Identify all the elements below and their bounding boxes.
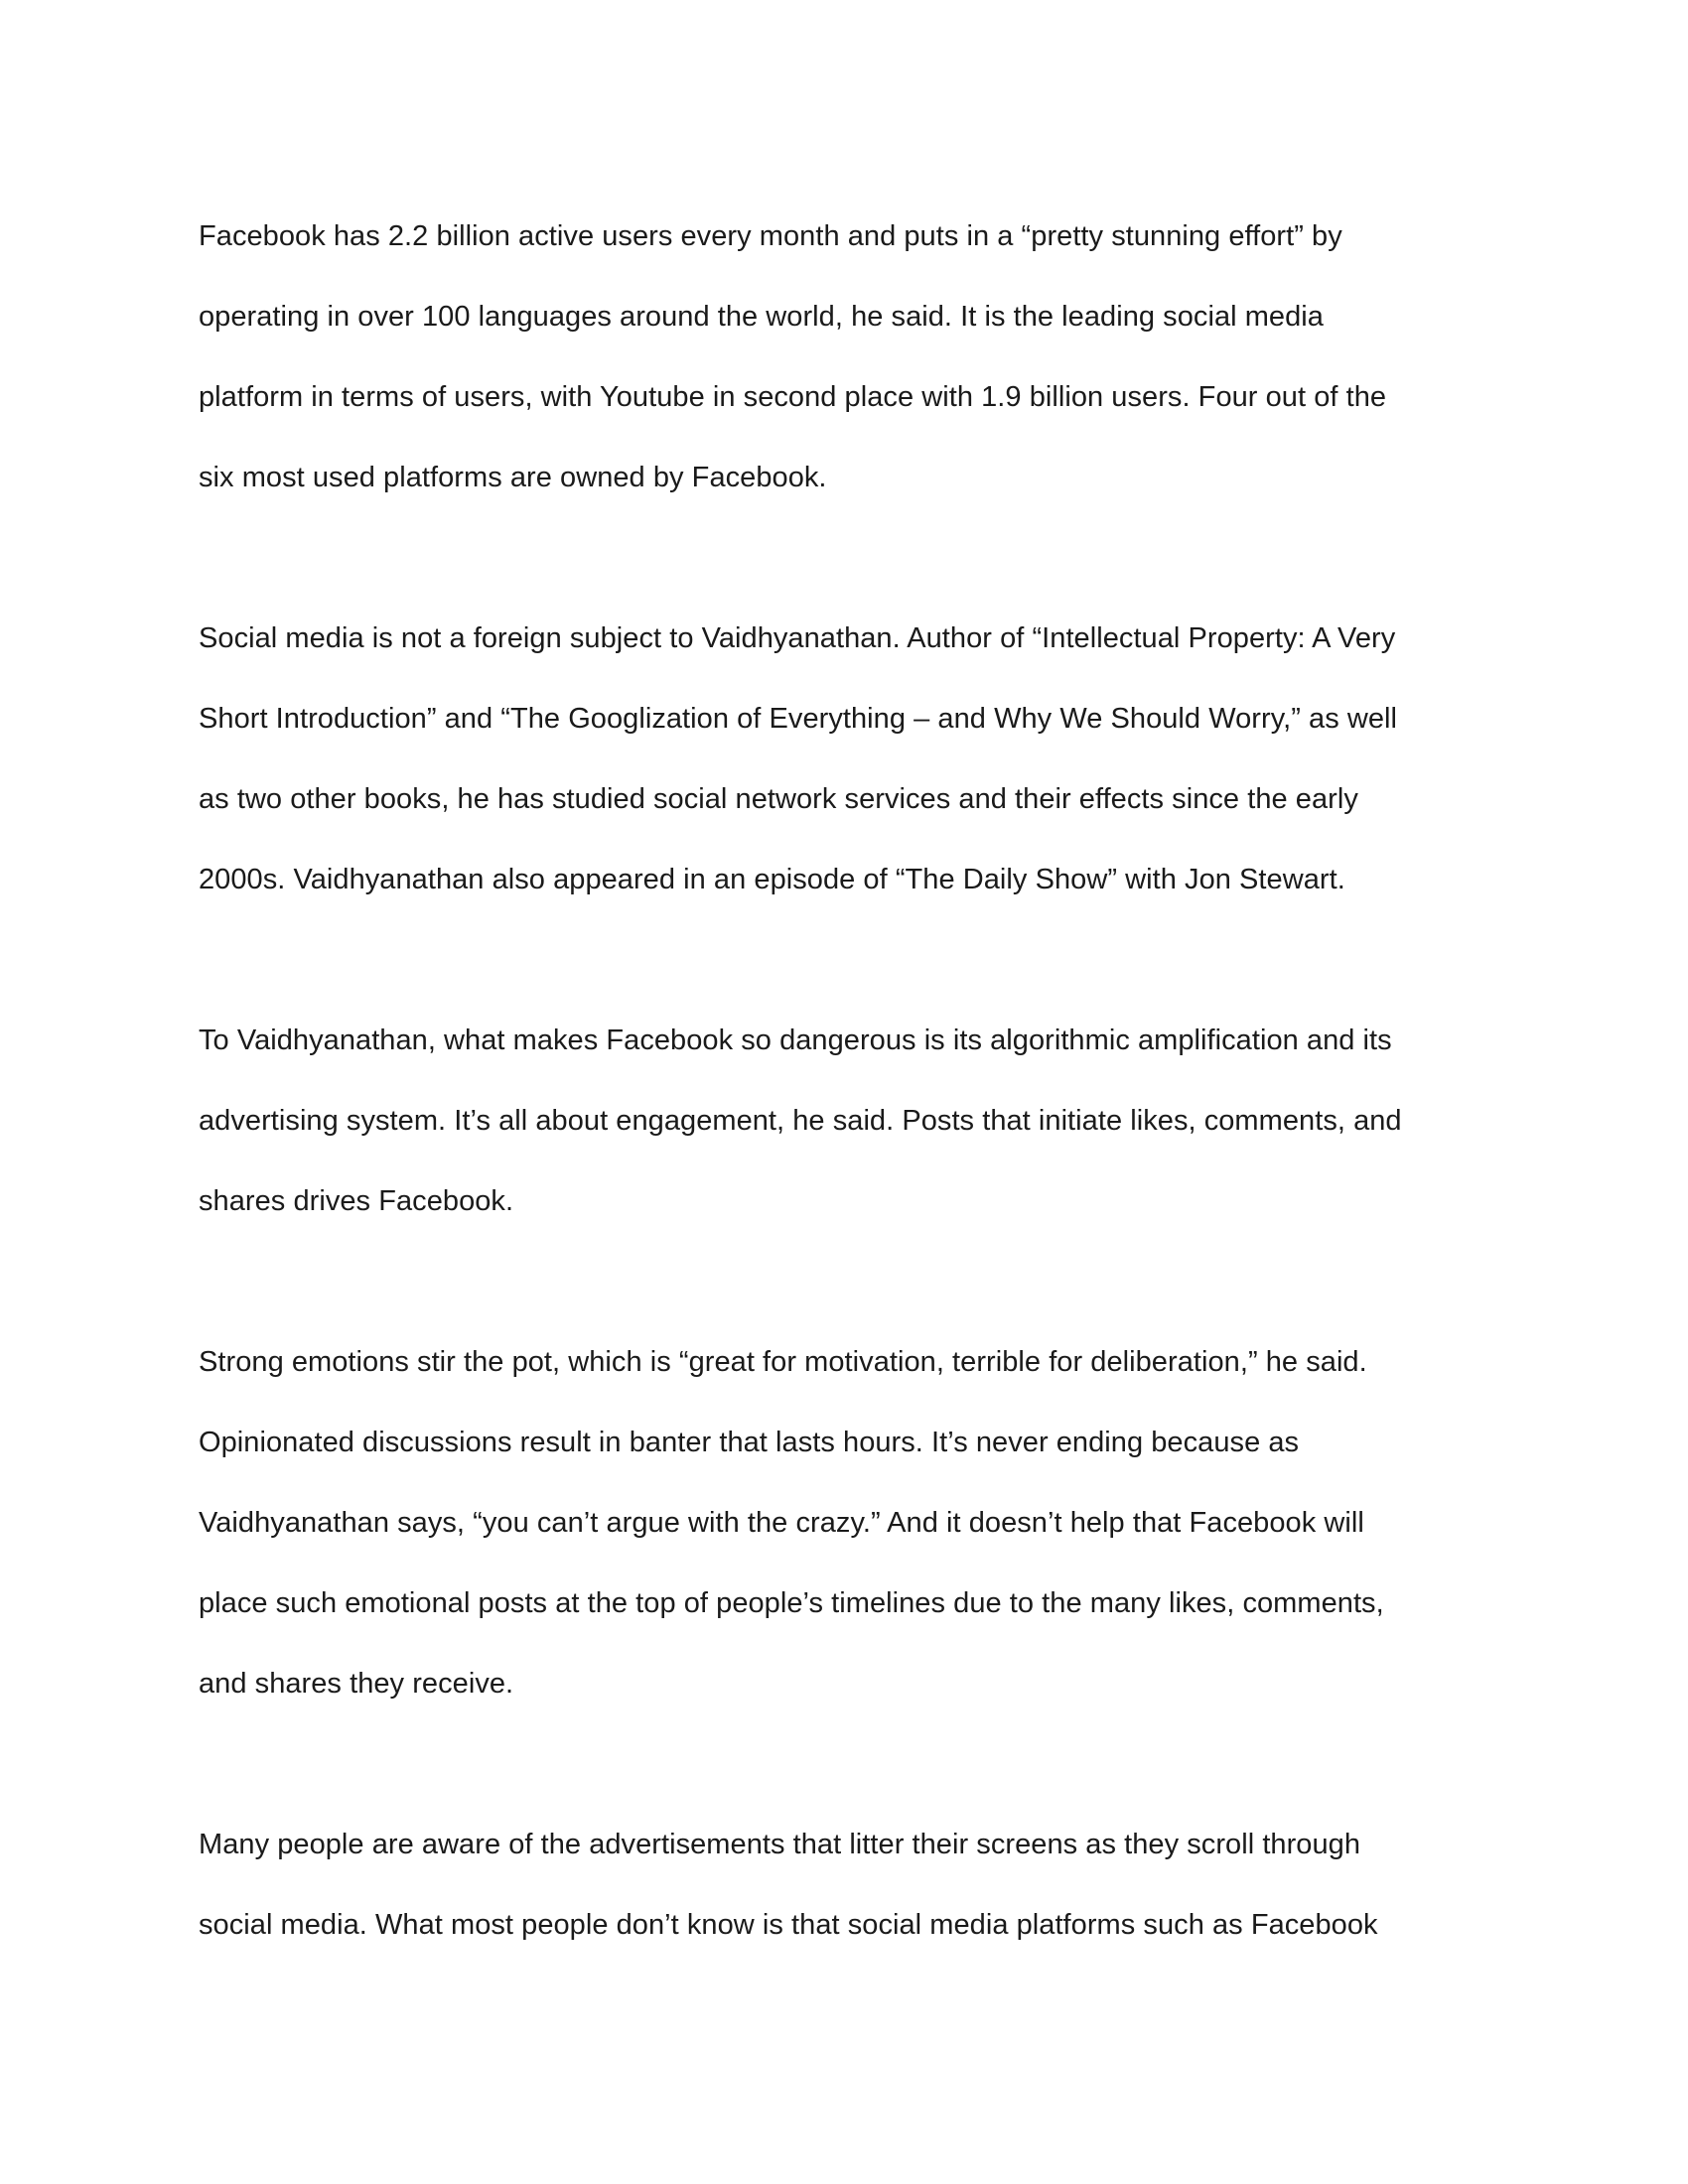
text-line: advertising system. It’s all about engagement, he said. Posts that initiate likes, comments, and xyxy=(199,1105,1402,1137)
text-line: Short Introduction” and “The Googlization of Everything – and Why We Should Worry,” as well xyxy=(199,703,1398,735)
text-line: To Vaidhyanathan, what makes Facebook so dangerous is its algorithmic amplification and its xyxy=(199,1024,1392,1056)
text-line: platform in terms of users, with Youtube in second place with 1.9 billion users. Four out of the xyxy=(199,381,1387,413)
text-line: operating in over 100 languages around the world, he said. It is the leading social media xyxy=(199,301,1324,333)
text-line: Opinionated discussions result in banter that lasts hours. It’s never ending because as xyxy=(199,1427,1300,1458)
paragraph-spacer xyxy=(199,1724,1499,1805)
paragraph-spacer xyxy=(199,920,1499,1001)
text-line: as two other books, he has studied social network services and their effects since the early xyxy=(199,783,1358,815)
paragraph-5 xyxy=(199,1805,1499,1966)
text-line: Many people are aware of the advertisements that litter their screens as they scroll through xyxy=(199,1829,1361,1860)
text-line: social media. What most people don’t know is that social media platforms such as Facebook xyxy=(199,1909,1378,1941)
text-line: and shares they receive. xyxy=(199,1668,514,1700)
paragraph-4 xyxy=(199,1322,1499,1724)
paragraph-spacer xyxy=(199,1242,1499,1322)
text-line: Social media is not a foreign subject to Vaidhyanathan. Author of “Intellectual Property: A Very xyxy=(199,622,1396,654)
paragraph-2 xyxy=(199,599,1499,920)
text-line: 2000s. Vaidhyanathan also appeared in an episode of “The Daily Show” with Jon Stewart. xyxy=(199,864,1345,895)
text-line: Facebook has 2.2 billion active users every month and puts in a “pretty stunning effort” by xyxy=(199,220,1342,252)
text-line: Vaidhyanathan says, “you can’t argue with the crazy.” And it doesn’t help that Facebook will xyxy=(199,1507,1364,1539)
body-text xyxy=(199,197,1499,1966)
paragraph-1 xyxy=(199,197,1499,518)
text-line: shares drives Facebook. xyxy=(199,1185,514,1217)
text-line: place such emotional posts at the top of people’s timelines due to the many likes, comments, xyxy=(199,1587,1384,1619)
text-line: six most used platforms are owned by Facebook. xyxy=(199,462,827,493)
paragraph-3 xyxy=(199,1001,1499,1242)
paragraph-spacer xyxy=(199,518,1499,599)
text-line: Strong emotions stir the pot, which is “great for motivation, terrible for deliberation,” he said. xyxy=(199,1346,1367,1378)
